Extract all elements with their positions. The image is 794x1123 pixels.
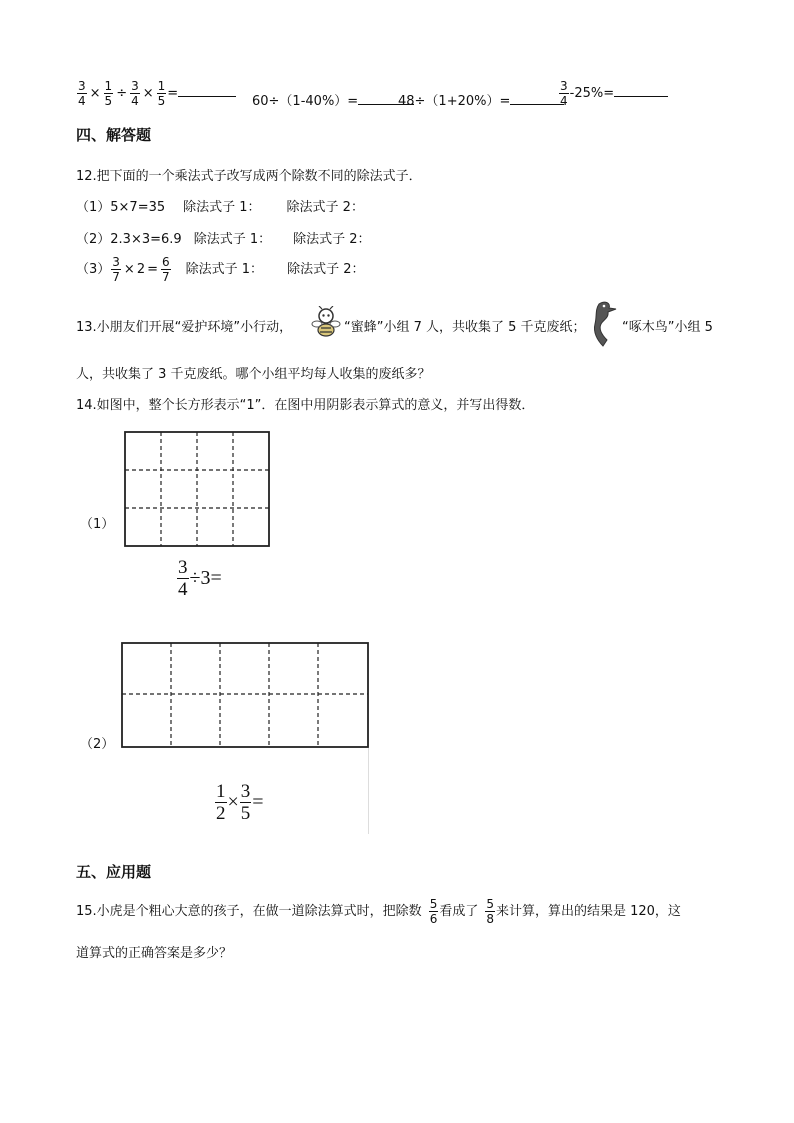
fraction: $\frac{3}{7}$ <box>112 255 120 284</box>
fraction: $\frac{6}{7}$ <box>162 255 170 284</box>
fraction: $\frac{1}{2}$ <box>216 781 226 824</box>
question-13-line-1b: “蜜蜂”小组 7 人，共收集了 5 千克废纸； <box>344 320 586 335</box>
question-14-text: 14.如图中，整个长方形表示“1”．在图中用阴影表示算式的意义，并写出得数． <box>76 398 535 413</box>
question-12-text: 12.把下面的一个乘法式子改写成两个除数不同的除法式子． <box>76 169 422 184</box>
q12-row-2: （2）2.3×3=6.9 除法式子 1： 除法式子 2： <box>76 232 371 247</box>
expression-1: $\frac{3}{4}$ ÷3= <box>178 557 222 600</box>
expression-2: $\frac{1}{2}$ × $\frac{3}{5}$ = <box>216 781 264 824</box>
fraction: $\frac{3}{5}$ <box>240 781 251 824</box>
bee-icon <box>310 306 342 340</box>
fraction: $\frac{5}{6}$ <box>429 897 438 926</box>
fraction: $\frac{3}{4}$ <box>560 79 568 108</box>
answer-blank[interactable] <box>510 92 564 105</box>
question-15-line-1: 15.小虎是个粗心大意的孩子，在做一道除法算式时，把除数 $\frac{5}{6}$ 看成了 $\frac{5}{8}$ 来计算，算出的结果是 120，这 <box>76 897 681 926</box>
grid-rectangle-1[interactable] <box>124 431 270 547</box>
calc-item-4: $\frac{3}{4}$ -25%= <box>558 80 668 107</box>
divider-line <box>368 748 369 834</box>
q12-row-3: （3） $\frac{3}{7}$ × 2 = $\frac{6}{7}$ 除法式子 1： 除法式子 2： <box>76 255 365 284</box>
section-title: 四、解答题 <box>76 126 152 144</box>
answer-blank[interactable] <box>178 84 236 97</box>
q12-row-1: （1）5×7=35 除法式子 1： 除法式子 2： <box>76 200 364 215</box>
question-15-line-2: 道算式的正确答案是多少？ <box>76 946 233 961</box>
question-13-line-1: 13.小朋友们开展“爱护环境”小行动， <box>76 320 293 335</box>
calc-item-2: 60÷（1-40%）= <box>252 90 414 109</box>
grid-rectangle-2[interactable] <box>121 642 369 748</box>
section-title: 五、应用题 <box>76 863 152 881</box>
fraction: $\frac{1}{5}$ <box>157 79 166 108</box>
fraction: $\frac{3}{4}$ <box>78 79 86 108</box>
fraction: $\frac{3}{4}$ <box>178 557 188 600</box>
question-13-line-2: 人，共收集了 3 千克废纸。哪个小组平均每人收集的废纸多？ <box>76 367 431 382</box>
q14-label-2: （2） <box>80 737 115 752</box>
calc-item-1: $\frac{3}{4}$ × $\frac{1}{5}$ ÷ $\frac{3}{4}$ × $\frac{1}{5}$ = <box>76 80 236 107</box>
fraction: $\frac{1}{5}$ <box>104 79 113 108</box>
woodpecker-icon <box>589 300 619 348</box>
question-13-line-1c: “啄木鸟”小组 5 <box>622 320 713 335</box>
calc-item-3: 48÷（1+20%）= <box>398 90 564 109</box>
answer-blank[interactable] <box>614 84 668 97</box>
fraction: $\frac{3}{4}$ <box>131 79 139 108</box>
fraction: $\frac{5}{8}$ <box>486 897 494 926</box>
q14-label-1: （1） <box>80 517 115 532</box>
